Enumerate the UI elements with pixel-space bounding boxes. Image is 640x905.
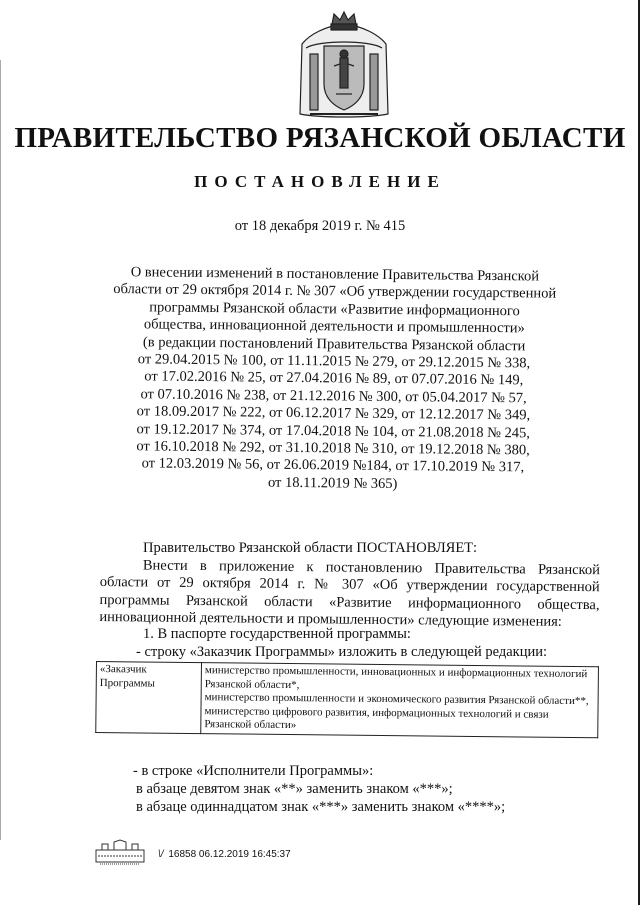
amendment-title-line: (в редакции постановлений Правительства Рязанской области [142,333,526,354]
amendment-title-line: от 29.04.2015 № 100, от 11.11.2015 № 279, от 29.12.2015 № 338, [137,351,531,372]
item-1-sub: - строку «Заказчик Программы» изложить в следующей редакции: [136,644,548,660]
amendment-title-line: программы Рязанской области «Развитие информационного [149,299,520,320]
amendment-title-line: общества, инновационной деятельности и промышленности» [143,316,525,337]
registration-code [158,849,291,860]
customer-value-line: министерство цифрового развития, информационных технологий и связи Рязанской области» [204,704,549,732]
table-row [96,662,599,738]
paragraph-nine-line: в абзаце девятом знак «**» заменить знаком «***»; [136,781,453,797]
registration-mark: \/ [158,849,164,860]
amendment-title-line: от 18.09.2017 № 222, от 06.12.2017 № 329, от 12.12.2017 № 349, [136,403,531,424]
executors-line: - в строке «Исполнители Программы»: [133,763,374,779]
amendment-title [108,264,560,495]
intro-paragraph: Внести в приложение к постановлению Правительства Рязанской области от 29 октября 2014 г. № 307 «Об утверждении государственной программы Рязанской области «Развитие информационного общества, инновационной деятельности и промышленности» следующие изменения: [99,557,600,631]
amendment-title-line: области от 29 октября 2014 г. № 307 «Об утверждении государственной [113,281,557,303]
customer-value-line: министерство промышленности, инновационных и информационных технологий Рязанской области*, [204,664,588,691]
customer-label-cell: «Заказчик Программы [96,662,202,734]
amendment-title-line: от 19.12.2017 № 374, от 17.04.2018 № 104, от 21.08.2018 № 245, [136,420,531,442]
decree-date-number: от 18 декабря 2019 г. № 415 [234,218,406,234]
paragraph-eleven-line: в абзаце одиннадцатом знак «***» заменить знаком «****»; [136,799,506,815]
item-1: 1. В паспорте государственной программы: [143,626,411,642]
document-type-heading: ПОСТАНОВЛЕНИЕ [194,172,446,191]
amendment-title-line: О внесении изменений в постановление Правительства Рязанской [130,264,540,285]
amendment-title-line: от 07.10.2016 № 238, от 21.12.2016 № 300, от 05.04.2017 № 57, [140,386,527,407]
document-footer [94,838,324,868]
resolves-line: Правительство Рязанской области ПОСТАНОВЛЯЕТ: [143,540,478,556]
amendment-title-line: от 12.03.2019 № 56, от 26.06.2019 №184, от 17.10.2019 № 317, [141,455,525,476]
registration-number-date: 16858 06.12.2019 16:45:37 [168,849,291,860]
amendment-title-line: от 17.02.2016 № 25, от 27.04.2016 № 89, от 07.07.2016 № 149, [144,368,524,389]
coat-of-arms-icon [296,10,392,122]
registry-stamp-icon [94,838,146,866]
customer-table [95,661,599,738]
amendment-title-line: от 16.10.2018 № 292, от 31.10.2018 № 310, от 19.12.2018 № 380, [136,438,530,459]
government-title: ПРАВИТЕЛЬСТВО РЯЗАНСКОЙ ОБЛАСТИ [14,122,626,154]
customer-value-line: министерство промышленности и экономического развития Рязанской области**, [204,691,589,708]
customer-value-cell [201,663,599,738]
amendment-title-line: от 18.11.2019 № 365) [267,474,398,492]
